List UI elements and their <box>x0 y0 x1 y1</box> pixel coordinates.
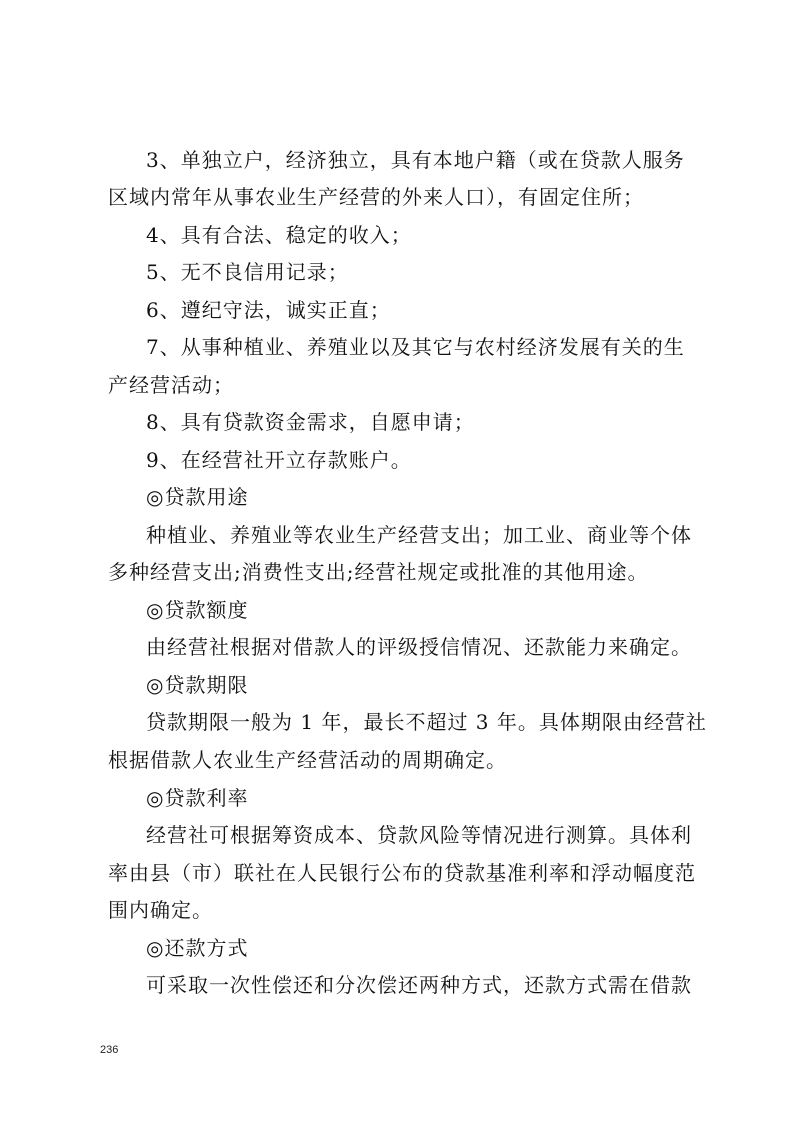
section-heading: ◎还款方式 <box>146 936 249 960</box>
section-heading: ◎贷款额度 <box>146 598 249 622</box>
text-line: 由经营社根据对借款人的评级授信情况、还款能力来确定。 <box>146 635 692 659</box>
text-line: 3、单独立户，经济独立，具有本地户籍（或在贷款人服务 <box>146 148 685 172</box>
section-heading: ◎贷款利率 <box>146 786 249 810</box>
text-line: 贷款期限一般为 1 年，最长不超过 3 年。具体期限由经营社 <box>146 710 707 734</box>
text-line: 6、遵纪守法，诚实正直； <box>146 298 391 322</box>
text-line: 区域内常年从事农业生产经营的外来人口），有固定住所； <box>108 185 644 209</box>
text-line: 多种经营支出;消费性支出;经营社规定或批准的其他用途。 <box>108 560 649 584</box>
text-line: 4、具有合法、稳定的收入； <box>146 223 412 247</box>
section-heading: ◎贷款用途 <box>146 485 249 509</box>
text-line: 5、无不良信用记录； <box>146 260 349 284</box>
text-line: 9、在经营社开立存款账户。 <box>146 448 412 472</box>
text-line: 产经营活动； <box>108 373 234 397</box>
text-line: 经营社可根据筹资成本、贷款风险等情况进行测算。具体利 <box>146 823 692 847</box>
text-line: 率由县（市）联社在人民银行公布的贷款基准利率和浮动幅度范 <box>108 861 696 885</box>
section-heading: ◎贷款期限 <box>146 673 249 697</box>
text-line: 种植业、养殖业等农业生产经营支出；加工业、商业等个体 <box>146 523 692 547</box>
text-line: 可采取一次性偿还和分次偿还两种方式，还款方式需在借款 <box>146 973 692 997</box>
text-line: 8、具有贷款资金需求，自愿申请； <box>146 410 475 434</box>
text-line: 根据借款人农业生产经营活动的周期确定。 <box>108 748 507 772</box>
text-line: 7、从事种植业、养殖业以及其它与农村经济发展有关的生 <box>146 335 685 359</box>
page-number: 236 <box>100 1044 119 1056</box>
text-line: 围内确定。 <box>108 898 213 922</box>
